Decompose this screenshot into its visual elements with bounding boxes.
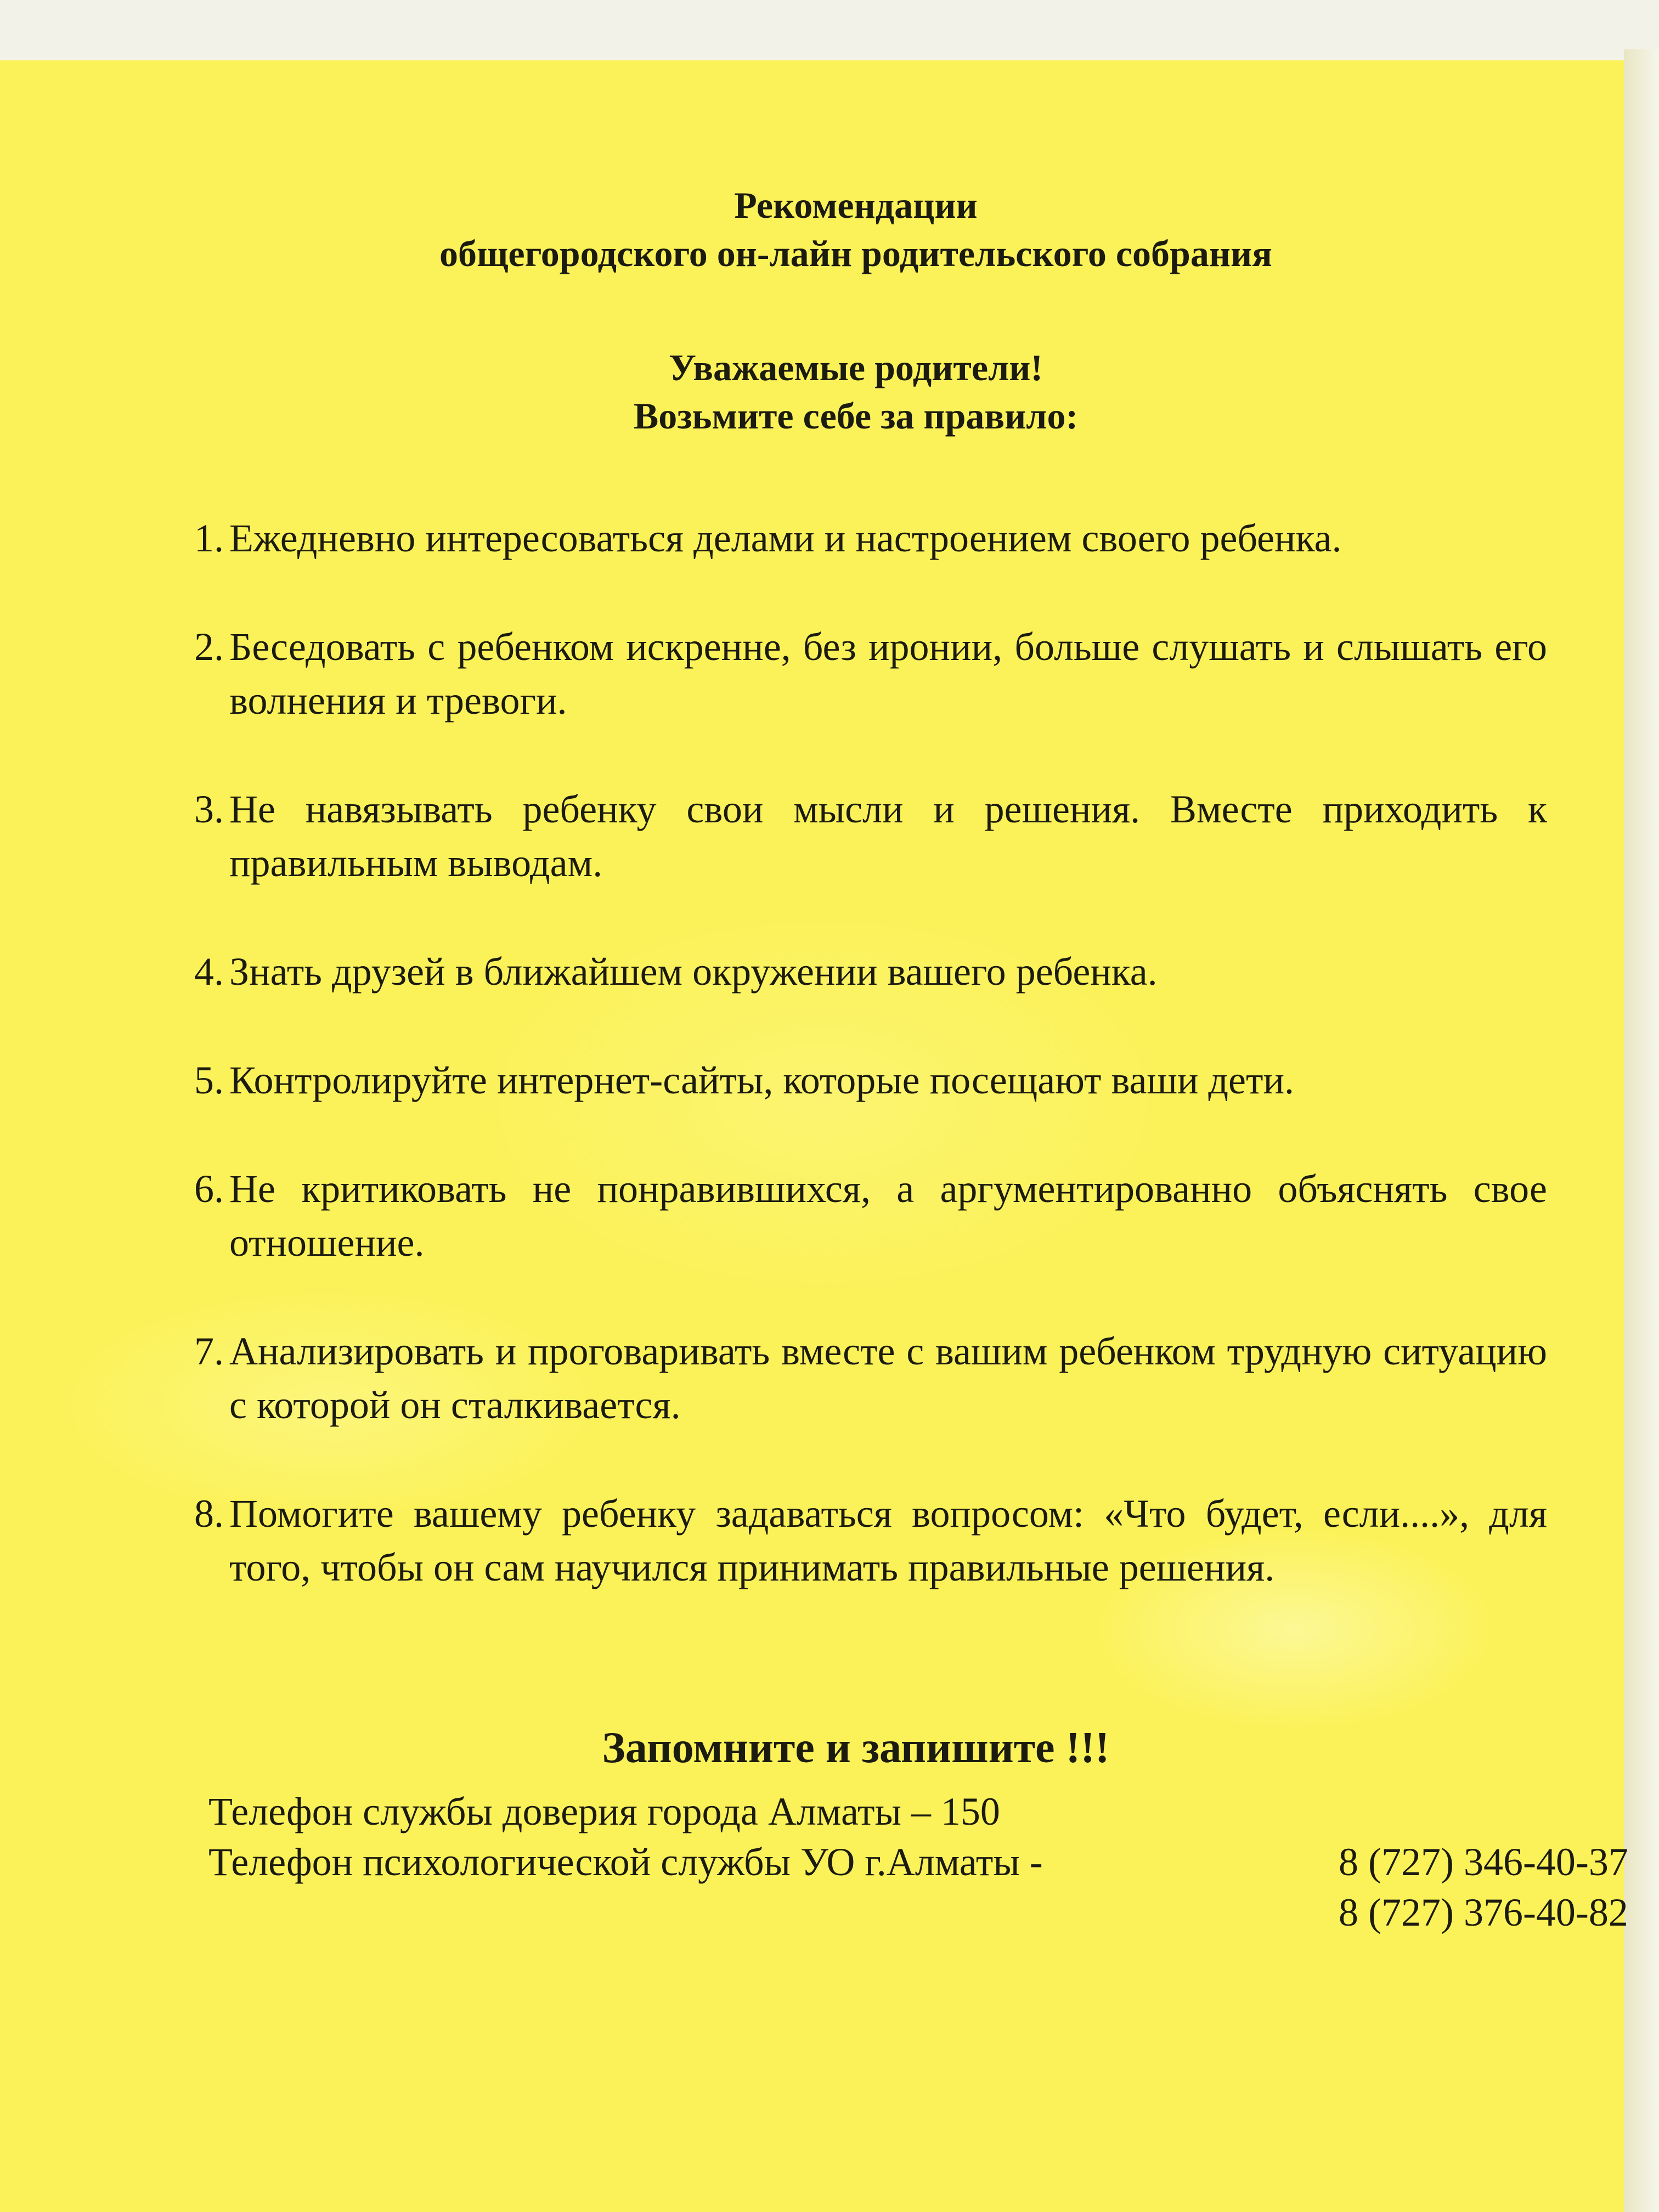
hotline-text: Телефон службы доверия города Алматы – 150 <box>208 1790 1000 1833</box>
rule-number: 6. <box>194 1167 224 1211</box>
rule-text: Анализировать и проговаривать вместе с вашим ребенком трудную ситуацию с которой он сталкивается. <box>229 1329 1547 1427</box>
rule-number: 1. <box>194 516 224 560</box>
hotline-row <box>208 1786 1547 1837</box>
list-item <box>165 620 1547 727</box>
rule-number: 8. <box>194 1492 224 1536</box>
rule-number: 3. <box>194 787 224 831</box>
psych-service-label: Телефон психологической службы УО г.Алматы - <box>208 1840 1043 1884</box>
psych-service-row <box>208 1837 1628 1887</box>
rule-number: 5. <box>194 1058 224 1102</box>
list-item <box>165 1324 1547 1432</box>
rules-list <box>165 511 1547 1594</box>
rule-text: Знать друзей в ближайшем окружении вашего ребенка. <box>229 950 1158 994</box>
list-item <box>165 1162 1547 1269</box>
rule-text: Не навязывать ребенку свои мысли и решения. Вместе приходить к правильным выводам. <box>229 787 1547 885</box>
rule-number: 7. <box>194 1329 224 1373</box>
psych-service-row-2 <box>208 1887 1628 1938</box>
list-item <box>165 782 1547 890</box>
psych-phone-1: 8 (727) 346-40-37 <box>1339 1840 1628 1884</box>
phone-contacts <box>208 1786 1628 1938</box>
greeting-line2: Возьмите себе за правило: <box>633 395 1079 437</box>
document-title-line1: Рекомендации <box>734 184 978 226</box>
rule-text: Ежедневно интересоваться делами и настроением своего ребенка. <box>229 516 1342 560</box>
document <box>165 181 1628 1938</box>
reminder-heading: Запомните и запишите !!! <box>602 1724 1110 1772</box>
rule-text: Не критиковать не понравившихся, а аргументированно объяснять свое отношение. <box>229 1167 1547 1265</box>
psych-phone-2: 8 (727) 376-40-82 <box>1339 1891 1628 1934</box>
rule-text: Помогите вашему ребенку задаваться вопросом: «Что будет, если....», для того, чтобы он сам научился принимать правильные решения. <box>229 1492 1547 1589</box>
list-item <box>165 1053 1547 1107</box>
list-item <box>165 1487 1547 1594</box>
rule-number: 2. <box>194 625 224 669</box>
list-item <box>165 511 1547 565</box>
document-title-line2: общегородского он-лайн родительского собрания <box>439 233 1272 274</box>
rule-number: 4. <box>194 950 224 994</box>
list-item <box>165 945 1547 998</box>
rule-text: Контролируйте интернет-сайты, которые посещают ваши дети. <box>229 1058 1295 1102</box>
rule-text: Беседовать с ребенком искренне, без иронии, больше слушать и слышать его волнения и тревоги. <box>229 625 1547 723</box>
background-surface <box>1624 49 1659 2212</box>
greeting-line1: Уважаемые родители! <box>668 347 1043 388</box>
